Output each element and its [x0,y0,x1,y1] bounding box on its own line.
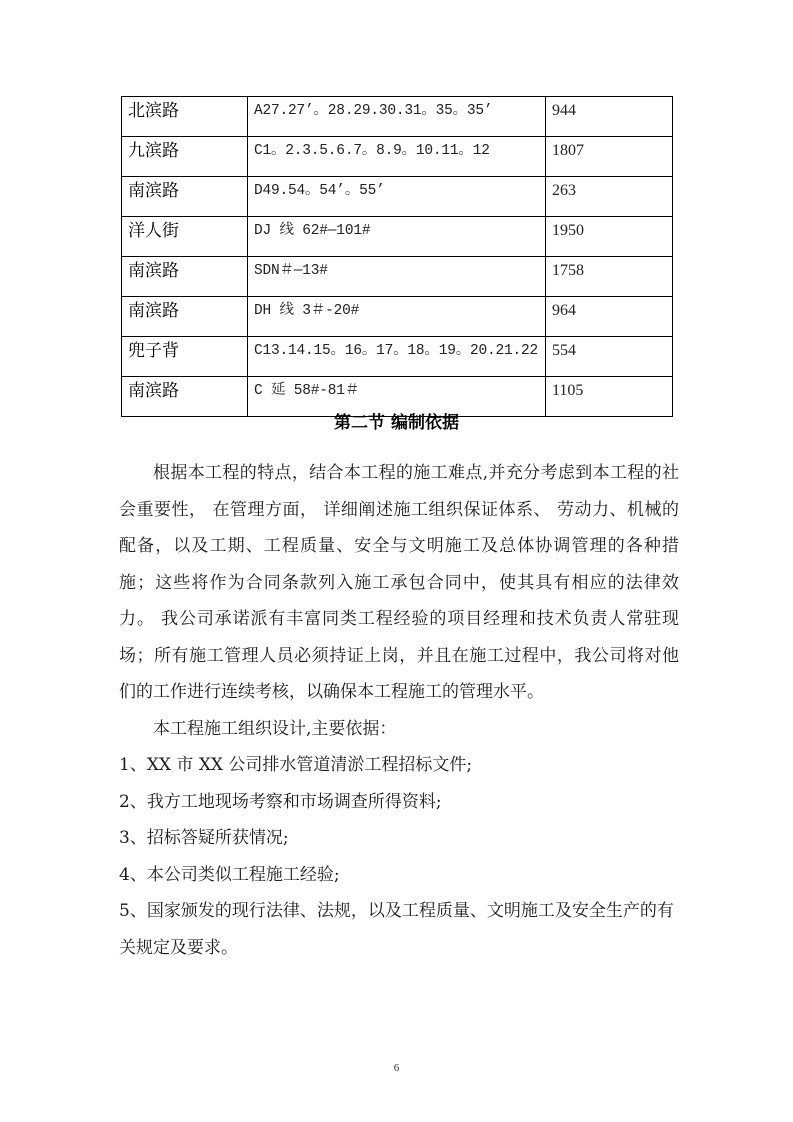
segment-cell: A27.27’。28.29.30.31。35。35’ [248,97,546,137]
basis-paragraph: 根据本工程的特点，结合本工程的施工难点,并充分考虑到本工程的社会重要性， 在管理方面， 详细阐述施工组织保证体系、 劳动力、机械的配备，以及工期、工程质量、安全与文明施工及总体协调管理的各种措施；这些将作为合同条款列入施工承包合同中，使其具有相应的法律效力。 我公司承诺派有丰富同类工程经验的项目经理和技术负责人常驻现场；所有施工管理人员必须持证上岗，并且在施工过程中，我公司将对他们的工作进行连续考核，以确保本工程施工的管理水平。 [119,463,679,702]
length-cell: 263 [546,177,673,217]
length-cell: 1758 [546,257,673,297]
basis-intro: 本工程施工组织设计,主要依据： [153,718,397,739]
basis-list-item: 1、XX 市 XX 公司排水管道清淤工程招标文件; [119,755,473,775]
street-cell: 南滨路 [122,177,248,217]
street-cell: 北滨路 [122,97,248,137]
table-row [122,337,673,377]
segment-cell: D49.54。54’。55’ [248,177,546,217]
segment-cell: C 延 58#-81＃ [248,377,546,417]
table-row [122,257,673,297]
page-number: 6 [393,1062,400,1074]
street-cell: 九滨路 [122,137,248,177]
table-row [122,137,673,177]
section-body [119,455,679,966]
basis-list-item: 3、招标答疑所获情况; [119,828,289,848]
basis-list-item: 5、国家颁发的现行法律、法规，以及工程质量、文明施工及安全生产的有关规定及要求。 [119,901,674,958]
length-cell: 964 [546,297,673,337]
length-cell: 944 [546,97,673,137]
segment-cell: C1。2.3.5.6.7。8.9。10.11。12 [248,137,546,177]
basis-list-item: 2、我方工地现场考察和市场调查所得资料; [119,791,442,812]
table-row [122,177,673,217]
length-cell: 1950 [546,217,673,257]
street-cell: 兜子背 [122,337,248,377]
segment-cell: DJ 线 62#—101# [248,217,546,257]
table-row [122,97,673,137]
length-cell: 1105 [546,377,673,417]
section-heading: 第二节 编制依据 [334,413,459,433]
table-row [122,217,673,257]
length-cell: 1807 [546,137,673,177]
segment-cell: SDN＃—13# [248,257,546,297]
street-cell: 南滨路 [122,297,248,337]
segment-cell: DH 线 3＃-20# [248,297,546,337]
route-table [121,96,673,417]
length-cell: 554 [546,337,673,377]
segment-cell: C13.14.15。16。17。18。19。20.21.22 [248,337,546,377]
basis-list-item: 4、本公司类似工程施工经验; [119,864,340,885]
street-cell: 南滨路 [122,377,248,417]
table-row [122,297,673,337]
street-cell: 南滨路 [122,257,248,297]
street-cell: 洋人街 [122,217,248,257]
